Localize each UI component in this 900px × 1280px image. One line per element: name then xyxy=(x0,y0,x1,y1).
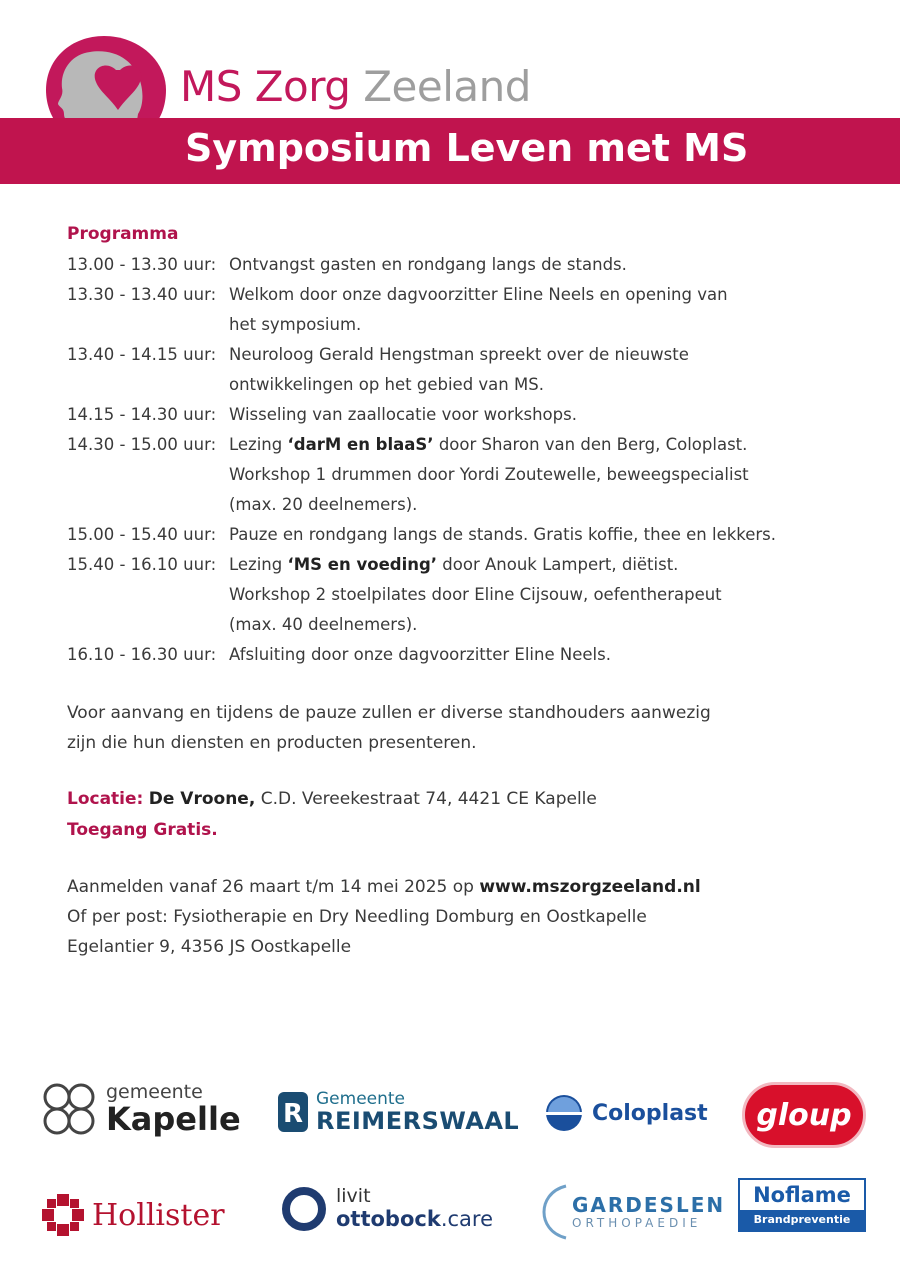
gardeslen-main: GARDESLEN xyxy=(572,1193,726,1217)
venue-address: C.D. Vereekestraat 74, 4421 CE Kapelle xyxy=(260,789,597,809)
entry-free: Toegang Gratis. xyxy=(67,820,218,840)
website-link[interactable]: www.mszorgzeeland.nl xyxy=(479,877,701,897)
program-desc: Workshop 1 drummen door Yordi Zoutewelle, beweegspecialist xyxy=(229,465,749,484)
program-item xyxy=(67,340,857,400)
reimerswaal-emblem-icon xyxy=(276,1090,310,1134)
sponsor-kapelle xyxy=(40,1080,241,1138)
program-desc: (max. 20 deelnemers). xyxy=(229,495,418,514)
program-time: 13.30 - 13.40 uur: xyxy=(67,285,217,304)
hollister-name: Hollister xyxy=(92,1197,225,1233)
registration-block xyxy=(67,872,857,962)
kapelle-emblem-icon xyxy=(40,1080,98,1138)
program-item xyxy=(67,430,857,520)
program-lecture xyxy=(229,550,857,580)
brand-zeeland: Zeeland xyxy=(363,62,531,111)
sponsor-coloplast xyxy=(544,1093,708,1133)
gloup-name: gloup xyxy=(756,1097,852,1133)
program-heading: Programma xyxy=(67,224,179,244)
program-time: 13.40 - 14.15 uur: xyxy=(67,345,217,364)
lecture-title: ‘darM en blaaS’ xyxy=(287,435,434,454)
program-item xyxy=(67,250,857,280)
venue-name: De Vroone, xyxy=(148,789,256,809)
postal-text: Of per post: Fysiotherapie en Dry Needling Domburg en Oostkapelle xyxy=(67,907,647,927)
program-time: 15.40 - 16.10 uur: xyxy=(67,555,217,574)
gardeslen-sub: ORTHOPAEDIE xyxy=(572,1216,702,1230)
program-lecture xyxy=(229,430,857,460)
lecture-speaker: door Anouk Lampert, diëtist. xyxy=(437,555,679,574)
livit-emblem-icon xyxy=(280,1185,328,1233)
reimerswaal-sub: Gemeente xyxy=(316,1089,406,1109)
lecture-prefix: Lezing xyxy=(229,555,288,574)
program-time: 14.15 - 14.30 uur: xyxy=(67,405,217,424)
intro-paragraph xyxy=(67,698,857,758)
program-desc: (max. 40 deelnemers). xyxy=(229,615,418,634)
gloup-badge xyxy=(742,1082,866,1148)
postal-address: Egelantier 9, 4356 JS Oostkapelle xyxy=(67,937,352,957)
program-desc: Afsluiting door onze dagvoorzitter Eline Neels. xyxy=(229,645,611,664)
title-banner xyxy=(0,118,900,184)
sponsor-gardeslen xyxy=(540,1182,725,1242)
lecture-speaker: door Sharon van den Berg, Coloplast. xyxy=(433,435,748,454)
livit-main-bold: ottobock xyxy=(336,1207,441,1231)
intro-line: zijn die hun diensten en producten presenteren. xyxy=(67,733,477,753)
noflame-badge xyxy=(738,1178,866,1232)
program-desc: Ontvangst gasten en rondgang langs de stands. xyxy=(229,255,627,274)
program-content xyxy=(67,224,857,962)
program-desc: Wisseling van zaallocatie voor workshops. xyxy=(229,405,577,424)
noflame-sub: Brandpreventie xyxy=(740,1210,864,1230)
program-item xyxy=(67,520,857,550)
livit-main-rest: .care xyxy=(440,1207,493,1231)
gardeslen-emblem-icon xyxy=(540,1182,570,1242)
brand-name xyxy=(180,62,531,111)
reimerswaal-main: REIMERSWAAL xyxy=(316,1107,520,1135)
program-time: 15.00 - 15.40 uur: xyxy=(67,525,217,544)
program-desc: Workshop 2 stoelpilates door Eline Cijsouw, oefentherapeut xyxy=(229,585,722,604)
sponsor-noflame xyxy=(738,1178,866,1232)
program-item xyxy=(67,280,857,340)
coloplast-name: Coloplast xyxy=(592,1100,708,1126)
program-desc: Pauze en rondgang langs de stands. Gratis koffie, thee en lekkers. xyxy=(229,525,777,544)
program-desc: het symposium. xyxy=(229,315,362,334)
sponsor-gloup xyxy=(742,1082,866,1148)
program-desc: Welkom door onze dagvoorzitter Eline Neels en opening van xyxy=(229,285,728,304)
livit-sub: livit xyxy=(336,1185,371,1207)
lecture-prefix: Lezing xyxy=(229,435,288,454)
program-time: 13.00 - 13.30 uur: xyxy=(67,255,217,274)
program-item xyxy=(67,550,857,640)
program-desc: ontwikkelingen op het gebied van MS. xyxy=(229,375,544,394)
kapelle-main: Kapelle xyxy=(106,1100,241,1138)
program-time: 16.10 - 16.30 uur: xyxy=(67,645,217,664)
lecture-title: ‘MS en voeding’ xyxy=(287,555,438,574)
kapelle-sub: gemeente xyxy=(106,1081,203,1103)
location-label: Locatie: xyxy=(67,789,144,809)
sponsor-reimerswaal xyxy=(276,1090,519,1134)
svg-text:R: R xyxy=(282,1099,304,1129)
hollister-emblem-icon xyxy=(40,1192,86,1238)
intro-line: Voor aanvang en tijdens de pauze zullen er diverse standhouders aanwezig xyxy=(67,703,711,723)
livit-main xyxy=(336,1206,493,1232)
sponsor-livit xyxy=(280,1185,493,1233)
registration-text: Aanmelden vanaf 26 maart t/m 14 mei 2025 op xyxy=(67,877,480,897)
program-time: 14.30 - 15.00 uur: xyxy=(67,435,217,454)
coloplast-emblem-icon xyxy=(544,1093,584,1133)
noflame-name: Noflame xyxy=(740,1180,864,1210)
page-title: Symposium Leven met MS xyxy=(185,126,749,170)
program-desc: Neuroloog Gerald Hengstman spreekt over de nieuwste xyxy=(229,345,689,364)
program-item xyxy=(67,400,857,430)
program-item xyxy=(67,640,857,670)
location-block xyxy=(67,784,857,846)
sponsor-hollister xyxy=(40,1192,225,1238)
brand-ms-zorg: MS Zorg xyxy=(180,62,351,111)
